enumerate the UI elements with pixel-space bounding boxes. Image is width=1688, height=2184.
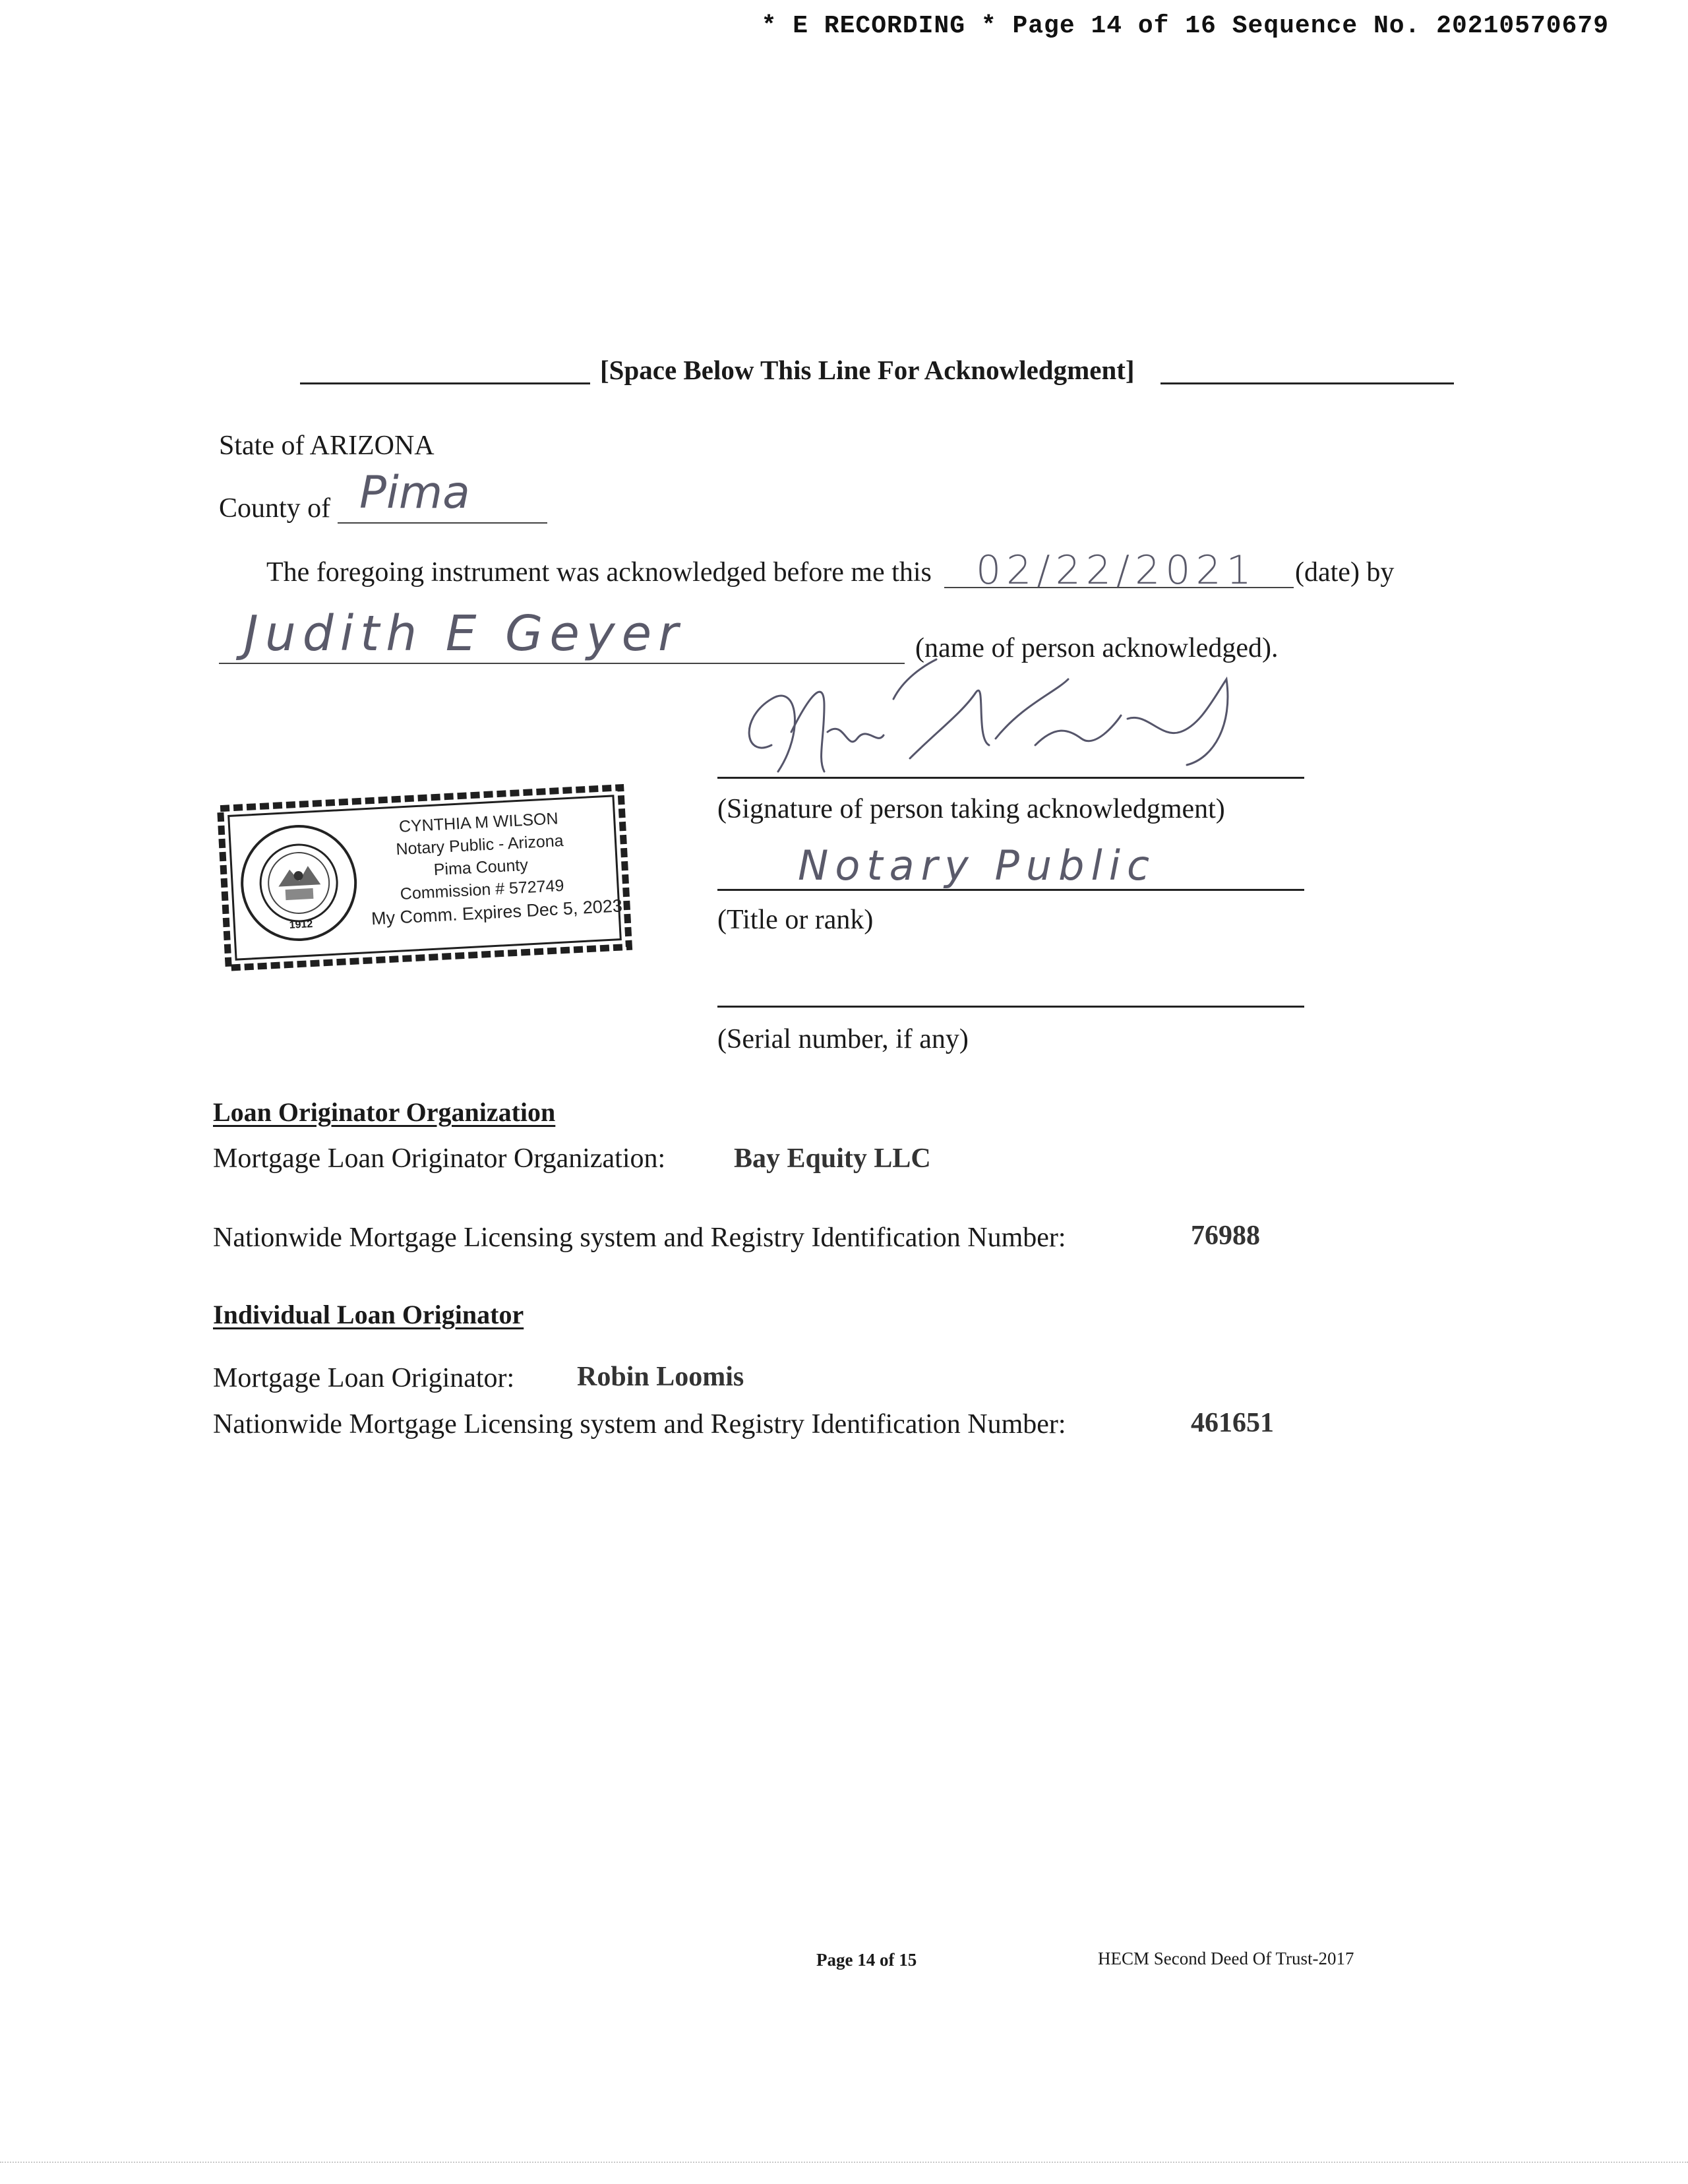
- originator-nmls-value: 461651: [1191, 1408, 1274, 1438]
- org-label: Mortgage Loan Originator Organization:: [213, 1143, 666, 1174]
- county-label: County of: [219, 493, 331, 524]
- org-value: Bay Equity LLC: [734, 1143, 931, 1174]
- originator-value: Robin Loomis: [577, 1362, 744, 1392]
- org-nmls-label: Nationwide Mortgage Licensing system and Registry Identification Number:: [213, 1223, 1066, 1253]
- date-suffix: (date) by: [1295, 557, 1395, 588]
- individual-originator-heading: Individual Loan Originator: [213, 1300, 524, 1329]
- acknowledgment-divider-label: [Space Below This Line For Acknowledgment]: [600, 355, 1135, 385]
- notary-signature-image: [725, 653, 1253, 785]
- seal-commission: Commission # 572749: [400, 876, 565, 903]
- originator-nmls-label: Nationwide Mortgage Licensing system and Registry Identification Number:: [213, 1409, 1066, 1440]
- serial-caption: (Serial number, if any): [717, 1024, 969, 1054]
- divider-rule-right: [1160, 382, 1454, 384]
- seal-name: CYNTHIA M WILSON: [398, 809, 559, 836]
- footer-document-title: HECM Second Deed Of Trust-2017: [1098, 1949, 1354, 1968]
- person-caption: (name of person acknowledged).: [915, 633, 1279, 663]
- foregoing-text: The foregoing instrument was acknowledged before me this: [266, 557, 932, 588]
- state-seal-emblem: [236, 820, 362, 946]
- seal-county: Pima County: [433, 855, 529, 880]
- org-nmls-value: 76988: [1191, 1221, 1260, 1251]
- loan-originator-org-heading: Loan Originator Organization: [213, 1097, 556, 1127]
- title-caption: (Title or rank): [717, 905, 874, 935]
- person-handwritten: Judith E Geyer: [244, 605, 685, 662]
- date-handwritten: 02/22/2021: [976, 547, 1257, 593]
- state-line: State of ARIZONA: [219, 431, 435, 461]
- signature-line: [717, 777, 1304, 779]
- county-handwritten: Pima: [359, 467, 470, 519]
- scan-edge-artifact: [0, 2162, 1688, 2165]
- title-line: [717, 889, 1304, 891]
- title-handwritten: Notary Public: [798, 841, 1157, 890]
- seal-title: Notary Public - Arizona: [395, 831, 564, 859]
- footer-page-number: Page 14 of 15: [816, 1950, 917, 1970]
- originator-label: Mortgage Loan Originator:: [213, 1363, 515, 1393]
- serial-line: [717, 1006, 1304, 1008]
- signature-caption: (Signature of person taking acknowledgment): [717, 794, 1225, 824]
- county-blank: [338, 522, 547, 524]
- seal-expires: My Comm. Expires Dec 5, 2023: [371, 895, 623, 929]
- notary-seal-stamp: [214, 781, 636, 975]
- recording-header: * E RECORDING * Page 14 of 16 Sequence No. 20210570679: [761, 12, 1609, 40]
- divider-rule-left: [300, 382, 590, 384]
- seal-year: 1912: [289, 918, 313, 931]
